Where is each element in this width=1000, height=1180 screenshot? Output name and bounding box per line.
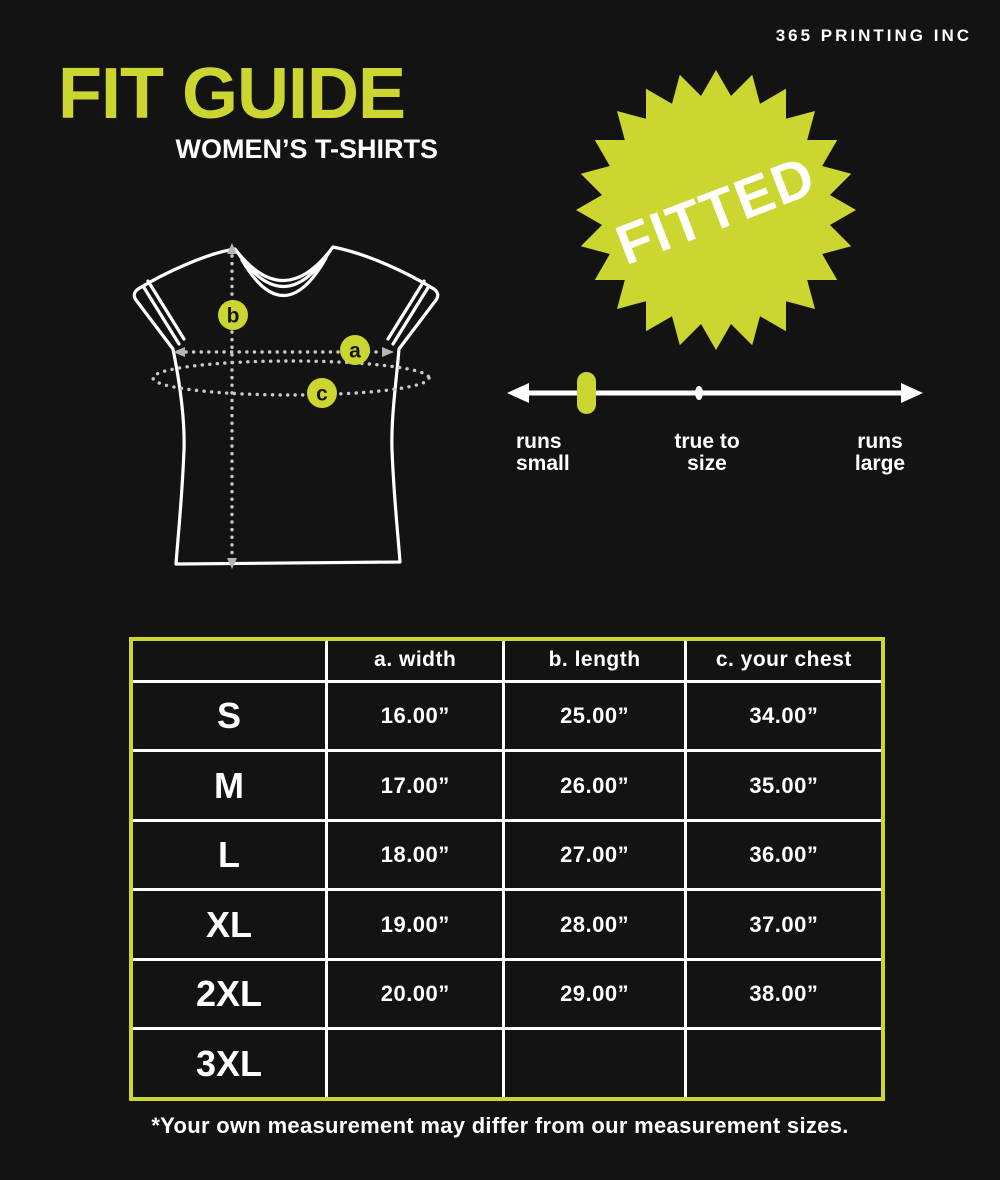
width-value: 16.00”	[327, 681, 504, 750]
fit-indicator	[577, 372, 596, 414]
arrow-right-icon	[382, 347, 394, 357]
chest-measure-ellipse	[153, 361, 429, 395]
marker-a-label: a	[349, 339, 361, 363]
width-value	[327, 1029, 504, 1099]
header-length: b. length	[504, 639, 685, 681]
length-value: 28.00”	[504, 890, 685, 959]
size-label: M	[131, 751, 327, 820]
header-chest: c. your chest	[685, 639, 883, 681]
scale-label-runs-large: runs large	[854, 430, 906, 475]
true-to-size-tick	[695, 386, 703, 400]
table-row	[131, 820, 883, 889]
chest-value	[685, 1029, 883, 1099]
size-table-container	[129, 637, 885, 1101]
length-value: 27.00”	[504, 820, 685, 889]
size-table	[129, 637, 885, 1101]
length-value: 25.00”	[504, 681, 685, 750]
page-subtitle: WOMEN’S T-SHIRTS	[175, 134, 438, 164]
marker-b-label: b	[226, 304, 240, 328]
length-value: 26.00”	[504, 751, 685, 820]
brand-name: 365 PRINTING INC	[775, 26, 972, 45]
length-value: 29.00”	[504, 959, 685, 1028]
size-label: L	[131, 820, 327, 889]
fit-scale	[505, 360, 925, 422]
chest-value: 38.00”	[685, 959, 883, 1028]
length-value	[504, 1029, 685, 1099]
sleeve-cuff-line	[388, 281, 424, 339]
sleeve-cuff-line	[148, 281, 184, 339]
marker-c-label: c	[316, 382, 328, 406]
fitted-badge-label: FITTED	[607, 143, 825, 277]
title-block	[58, 54, 438, 165]
measurement-disclaimer: *Your own measurement may differ from our measurement sizes.	[151, 1113, 849, 1138]
chest-value: 36.00”	[685, 820, 883, 889]
table-header-row	[131, 639, 883, 681]
header-width: a. width	[327, 639, 504, 681]
chest-value: 35.00”	[685, 751, 883, 820]
width-value: 20.00”	[327, 959, 504, 1028]
fitted-badge	[574, 68, 858, 352]
scale-label-runs-small: runs small	[516, 430, 570, 475]
page-title: FIT GUIDE	[58, 54, 405, 134]
table-row	[131, 959, 883, 1028]
chest-value: 37.00”	[685, 890, 883, 959]
width-value: 19.00”	[327, 890, 504, 959]
width-value: 18.00”	[327, 820, 504, 889]
arrow-left-icon	[507, 383, 529, 403]
size-label: S	[131, 681, 327, 750]
table-row	[131, 890, 883, 959]
size-label: XL	[131, 890, 327, 959]
tshirt-diagram	[128, 228, 444, 578]
chest-value: 34.00”	[685, 681, 883, 750]
size-label: 3XL	[131, 1029, 327, 1099]
width-value: 17.00”	[327, 751, 504, 820]
table-row	[131, 751, 883, 820]
scale-label-true-to-size: true to size	[674, 430, 740, 475]
collar-band-line	[242, 258, 326, 296]
table-row	[131, 681, 883, 750]
table-row	[131, 1029, 883, 1099]
header-size	[131, 639, 327, 681]
arrow-right-icon	[901, 383, 923, 403]
size-label: 2XL	[131, 959, 327, 1028]
